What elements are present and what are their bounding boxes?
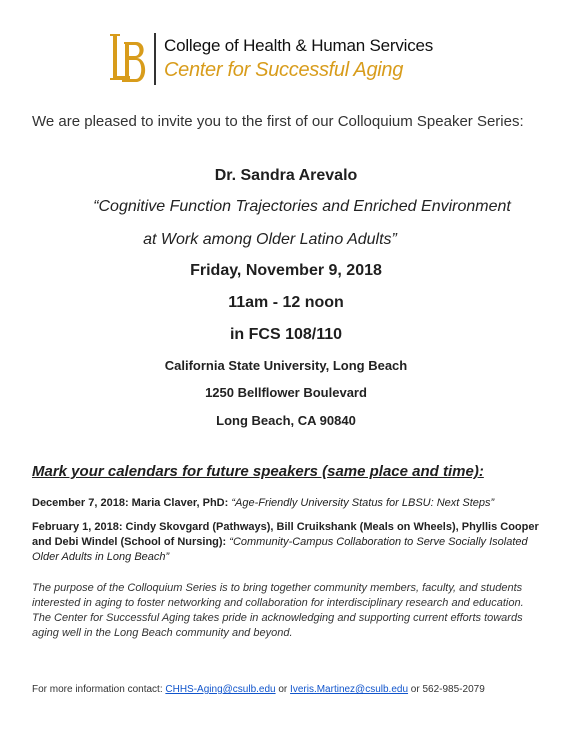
talk-title-line1: “Cognitive Function Trajectories and Enriched Environment <box>93 198 511 215</box>
entry-lead: February 1, 2018: Cindy Skovgard (Pathways), Bill Cruikshank (Meals on Wheels), Phyllis Cooper and Debi Windel (School of Nursing): <box>32 521 539 548</box>
event-date: Friday, November 9, 2018 <box>190 262 382 279</box>
logo-divider <box>154 33 156 85</box>
speaker-name: Dr. Sandra Arevalo <box>214 167 358 184</box>
entry-title: “Age-Friendly University Status for LBSU: Next Steps” <box>231 497 495 509</box>
college-name: College of Health & Human Services <box>164 36 434 55</box>
email-link-chhs[interactable]: CHHS-Aging@csulb.edu <box>165 684 276 695</box>
entry-title: “Community-Campus Collaboration to Serve Socially Isolated Older Adults in Long Beach” <box>32 536 528 563</box>
talk-title-line2: at Work among Older Latino Adults” <box>143 231 397 248</box>
contact-phone: or 562-985-2079 <box>408 684 485 695</box>
address-line2: 1250 Bellflower Boulevard <box>205 385 367 400</box>
intro-text: We are pleased to invite you to the first of our Colloquium Speaker Series: <box>32 113 524 130</box>
purpose-paragraph: The purpose of the Colloquium Series is to bring together community members, faculty, and students interested in aging to foster networking and collaboration for interdisciplinary research and education. The Center for Successful Aging takes pride in acknowledging and supporting current efforts towards aging well in the Long Beach community and beyond. <box>32 582 524 639</box>
entry-lead: December 7, 2018: Maria Claver, PhD: <box>32 497 232 509</box>
event-time: 11am - 12 noon <box>228 294 344 311</box>
future-speaker-entry <box>32 520 542 565</box>
center-name: Center for Successful Aging <box>164 59 404 81</box>
address-line1: California State University, Long Beach <box>164 358 408 373</box>
address-line3: Long Beach, CA 90840 <box>216 413 356 428</box>
contact-prefix: For more information contact: <box>32 684 166 695</box>
future-speaker-entry <box>32 496 542 511</box>
event-room: in FCS 108/110 <box>229 326 343 343</box>
header <box>106 30 433 88</box>
lb-logo <box>106 30 150 88</box>
email-link-martinez[interactable]: Iveris.Martinez@csulb.edu <box>290 684 409 695</box>
calendar-heading: Mark your calendars for future speakers (same place and time): <box>32 463 484 480</box>
lb-logo-icon <box>106 30 150 88</box>
header-text <box>164 35 433 83</box>
contact-line <box>32 684 485 695</box>
contact-or: or <box>275 684 291 695</box>
